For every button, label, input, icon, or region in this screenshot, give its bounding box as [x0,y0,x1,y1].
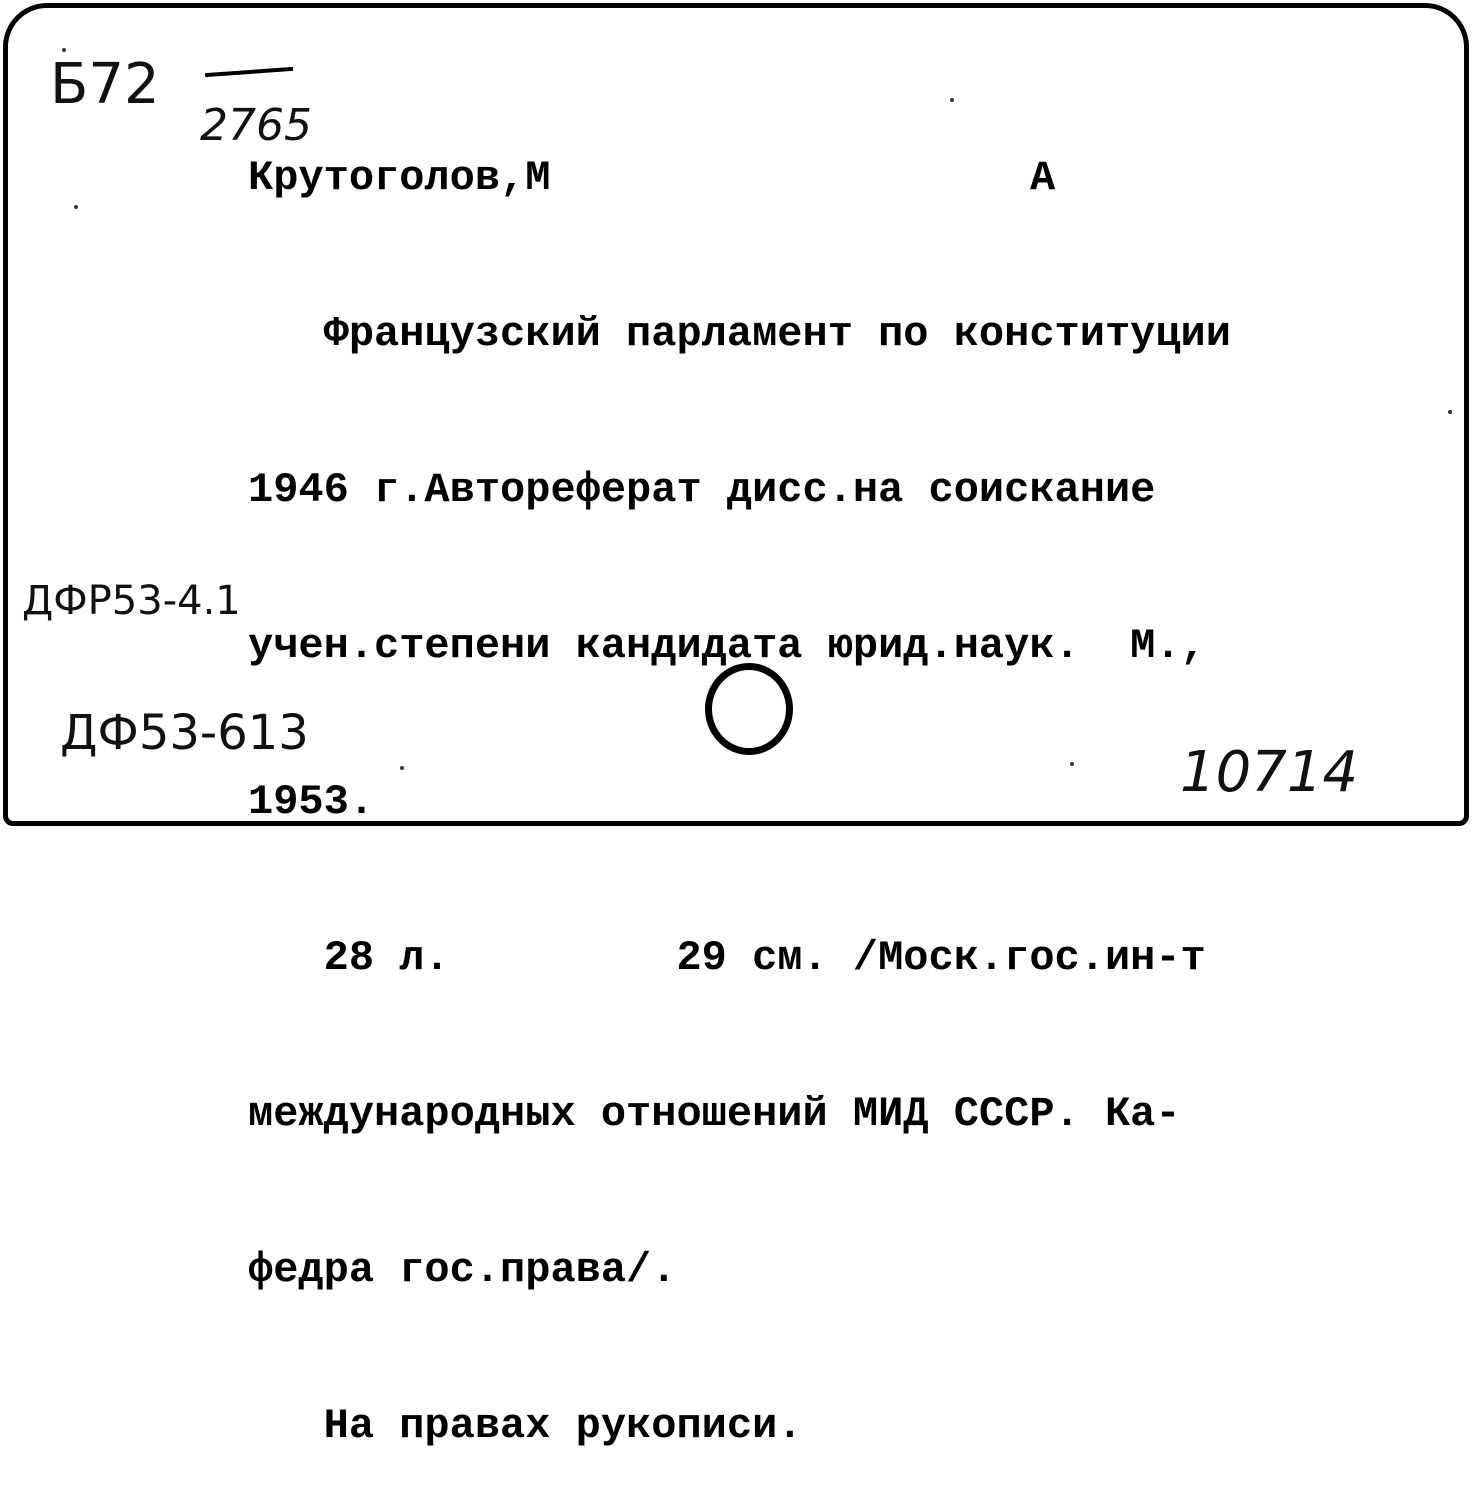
entry-line: 28 л. 29 см. /Моск.гос.ин-т [248,934,1206,982]
shelf-number: Б72 [50,52,160,117]
speck [400,766,404,770]
handwritten-code-2: ДФ53-613 [60,705,309,761]
author-initial: А [1030,154,1056,202]
speck [62,48,66,52]
speck [74,205,78,209]
speck [1448,410,1452,414]
entry-line: 1946 г.Автореферат дисс.на соискание [248,466,1156,514]
speck [1070,762,1074,766]
entry-line: федра гос.права/. [248,1246,677,1294]
handwritten-code-1: ДФР53-4.1 [22,578,241,624]
entry-line: 1953. [248,778,375,826]
speck [950,98,954,102]
entry-line: Французский парламент по конституции [248,310,1231,358]
entry-line: учен.степени кандидата юрид.наук. М., [248,622,1206,670]
accession-number: 2765 [200,100,312,151]
bibliographic-entry [248,204,1231,1504]
entry-line: На правах рукописи. [248,1402,803,1450]
entry-line: международных отношений МИД СССР. Ка- [248,1090,1181,1138]
author-name: Крутоголов,М [248,154,551,202]
punch-hole [705,663,793,755]
card-number: 10714 [1180,740,1359,805]
